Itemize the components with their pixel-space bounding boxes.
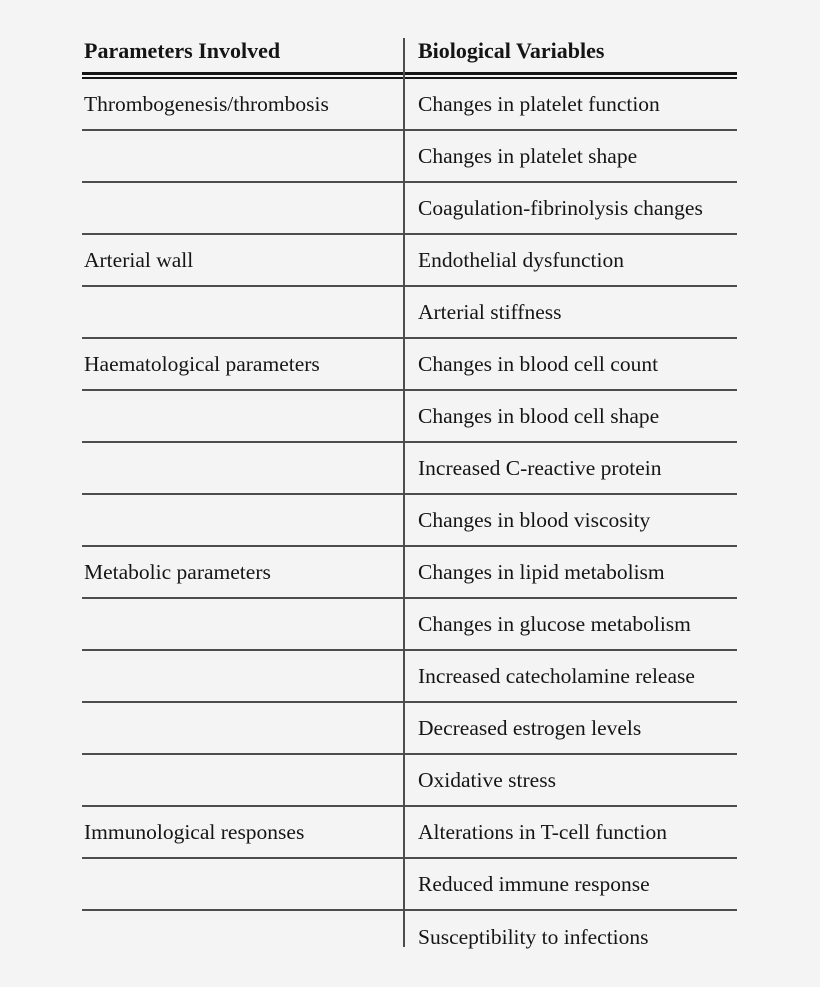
table-row <box>82 339 737 391</box>
variable-cell: Changes in blood viscosity <box>418 507 651 532</box>
table-row <box>82 131 737 183</box>
variable-cell: Changes in platelet function <box>418 91 660 116</box>
table-row <box>82 443 737 495</box>
variable-cell: Changes in lipid metabolism <box>418 559 665 584</box>
variable-cell: Changes in blood cell shape <box>418 403 660 428</box>
variable-cell: Arterial stiffness <box>418 299 562 324</box>
variable-cell: Alterations in T-cell function <box>418 819 667 844</box>
table-row <box>82 79 737 131</box>
header-double-rule <box>82 72 737 79</box>
param-cell: Metabolic parameters <box>84 559 271 584</box>
variable-cell: Decreased estrogen levels <box>418 715 642 740</box>
parameters-table <box>82 30 737 963</box>
table-header-row <box>82 30 737 72</box>
table-row <box>82 911 737 963</box>
column-header-variables: Biological Variables <box>418 38 605 63</box>
variable-cell: Susceptibility to infections <box>418 924 649 949</box>
param-cell: Immunological responses <box>84 819 305 844</box>
table-row <box>82 547 737 599</box>
table-row <box>82 183 737 235</box>
table-row <box>82 859 737 911</box>
variable-cell: Changes in platelet shape <box>418 143 638 168</box>
table-row <box>82 651 737 703</box>
variable-cell: Changes in glucose metabolism <box>418 611 691 636</box>
param-cell: Arterial wall <box>84 247 194 272</box>
table-row <box>82 807 737 859</box>
table-row <box>82 235 737 287</box>
variable-cell: Increased catecholamine release <box>418 663 695 688</box>
table-row <box>82 287 737 339</box>
table-row <box>82 599 737 651</box>
variable-cell: Endothelial dysfunction <box>418 247 625 272</box>
variable-cell: Increased C-reactive protein <box>418 455 662 480</box>
variable-cell: Oxidative stress <box>418 767 556 792</box>
variable-cell: Coagulation-fibrinolysis changes <box>418 195 703 220</box>
param-cell: Haematological parameters <box>84 351 320 376</box>
column-divider-rule <box>403 38 405 947</box>
table-row <box>82 495 737 547</box>
column-header-parameters: Parameters Involved <box>84 38 281 63</box>
table-row <box>82 391 737 443</box>
table-row <box>82 755 737 807</box>
table-row <box>82 703 737 755</box>
variable-cell: Changes in blood cell count <box>418 351 659 376</box>
param-cell: Thrombogenesis/thrombosis <box>84 91 329 116</box>
variable-cell: Reduced immune response <box>418 871 650 896</box>
